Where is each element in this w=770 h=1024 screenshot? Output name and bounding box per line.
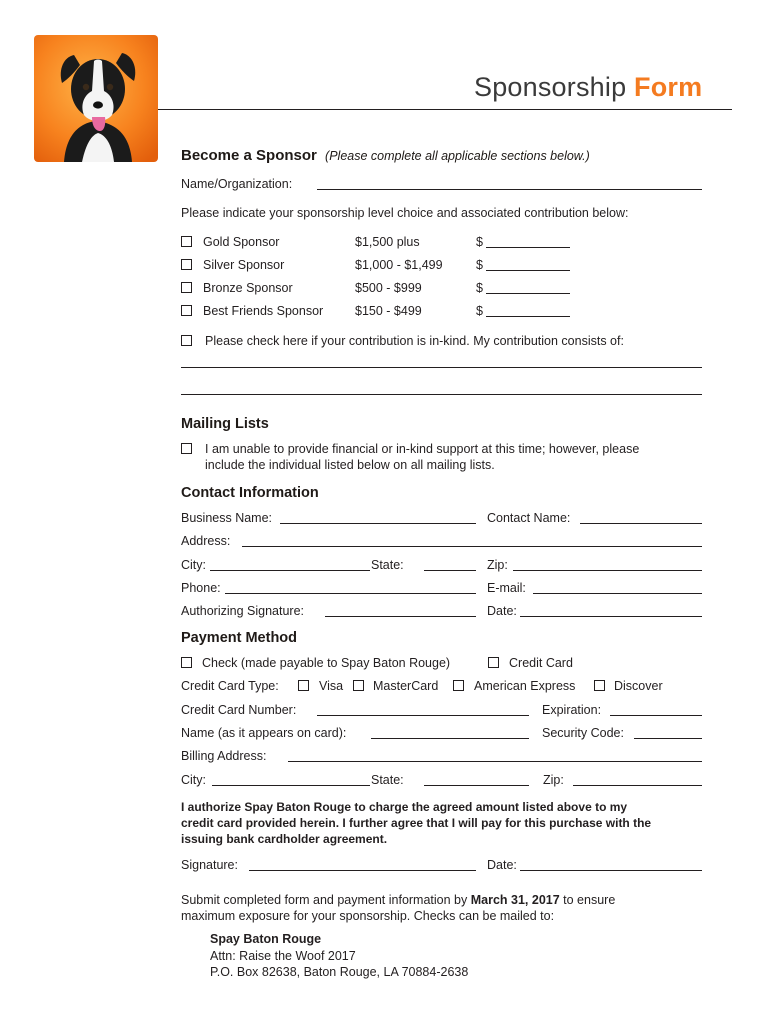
business-name-field[interactable] <box>280 523 476 524</box>
authorization-line-3: issuing bank cardholder agreement. <box>181 832 388 846</box>
city-field[interactable] <box>210 570 370 571</box>
visa-checkbox[interactable] <box>298 680 309 691</box>
city-label: City: <box>181 558 206 572</box>
best-friends-currency: $ <box>476 304 483 318</box>
become-sponsor-heading-text: Become a Sponsor <box>181 147 317 164</box>
address-label: Address: <box>181 534 231 548</box>
billing-address-label: Billing Address: <box>181 749 267 763</box>
zip-label: Zip: <box>487 558 508 572</box>
billing-state-field[interactable] <box>424 785 529 786</box>
submit-line-2: maximum exposure for your sponsorship. Checks can be mailed to: <box>181 909 555 923</box>
billing-address-field[interactable] <box>288 761 702 762</box>
gold-sponsor-label: Gold Sponsor <box>203 235 280 249</box>
form-title <box>474 72 702 103</box>
contact-name-label: Contact Name: <box>487 511 571 525</box>
become-sponsor-heading <box>181 147 590 164</box>
best-friends-amount-field[interactable] <box>486 316 570 317</box>
email-label: E-mail: <box>487 581 526 595</box>
billing-zip-field[interactable] <box>573 785 702 786</box>
gold-currency: $ <box>476 235 483 249</box>
security-code-label: Security Code: <box>542 726 624 740</box>
silver-sponsor-amount: $1,000 - $1,499 <box>355 258 443 272</box>
mailing-text-line-2: include the individual listed below on all mailing lists. <box>205 458 495 472</box>
mail-attn: Attn: Raise the Woof 2017 <box>210 949 356 963</box>
billing-city-field[interactable] <box>212 785 370 786</box>
state-label: State: <box>371 558 404 572</box>
mastercard-label: MasterCard <box>373 679 439 693</box>
credit-card-label: Credit Card <box>509 656 573 670</box>
payment-date-field[interactable] <box>520 870 702 871</box>
expiration-label: Expiration: <box>542 703 602 717</box>
silver-sponsor-checkbox[interactable] <box>181 259 192 270</box>
check-payment-checkbox[interactable] <box>181 657 192 668</box>
signature-field[interactable] <box>249 870 476 871</box>
name-on-card-label: Name (as it appears on card): <box>181 726 347 740</box>
in-kind-label: Please check here if your contribution is in-kind. My contribution consists of: <box>205 334 624 348</box>
in-kind-field-line-2[interactable] <box>181 394 702 395</box>
contact-date-label: Date: <box>487 604 517 618</box>
state-field[interactable] <box>424 570 476 571</box>
amex-label: American Express <box>474 679 576 693</box>
gold-sponsor-checkbox[interactable] <box>181 236 192 247</box>
mailing-list-checkbox[interactable] <box>181 443 192 454</box>
submit-deadline: March 31, 2017 <box>470 893 560 907</box>
silver-sponsor-label: Silver Sponsor <box>203 258 285 272</box>
best-friends-sponsor-checkbox[interactable] <box>181 305 192 316</box>
security-code-field[interactable] <box>634 738 702 739</box>
bronze-sponsor-checkbox[interactable] <box>181 282 192 293</box>
billing-state-label: State: <box>371 773 404 787</box>
bronze-sponsor-amount: $500 - $999 <box>355 281 422 295</box>
dog-photo <box>34 35 158 162</box>
level-instruction: Please indicate your sponsorship level choice and associated contribution below: <box>181 206 629 220</box>
title-main: Sponsorship <box>474 72 634 102</box>
amex-checkbox[interactable] <box>453 680 464 691</box>
title-accent: Form <box>634 72 703 102</box>
in-kind-field-line-1[interactable] <box>181 367 702 368</box>
best-friends-sponsor-label: Best Friends Sponsor <box>203 304 324 318</box>
submit-line-1-post: to ensure <box>559 893 616 907</box>
dog-illustration <box>34 35 158 162</box>
mailing-text-line-1: I am unable to provide financial or in-kind support at this time; however, please <box>205 442 640 456</box>
visa-label: Visa <box>319 679 344 693</box>
credit-card-checkbox[interactable] <box>488 657 499 668</box>
card-type-label: Credit Card Type: <box>181 679 279 693</box>
billing-city-label: City: <box>181 773 206 787</box>
expiration-field[interactable] <box>610 715 702 716</box>
name-org-label: Name/Organization: <box>181 177 293 191</box>
title-divider <box>158 109 732 110</box>
bronze-sponsor-label: Bronze Sponsor <box>203 281 293 295</box>
discover-label: Discover <box>614 679 663 693</box>
mastercard-checkbox[interactable] <box>353 680 364 691</box>
in-kind-checkbox[interactable] <box>181 335 192 346</box>
best-friends-sponsor-amount: $150 - $499 <box>355 304 422 318</box>
become-sponsor-note: (Please complete all applicable sections below.) <box>325 149 590 163</box>
bronze-amount-field[interactable] <box>486 293 570 294</box>
card-number-label: Credit Card Number: <box>181 703 297 717</box>
submit-line-1-pre: Submit completed form and payment information by <box>181 893 471 907</box>
name-on-card-field[interactable] <box>371 738 529 739</box>
payment-date-label: Date: <box>487 858 517 872</box>
authorization-line-1: I authorize Spay Baton Rouge to charge the agreed amount listed above to my <box>181 800 628 814</box>
contact-name-field[interactable] <box>580 523 702 524</box>
zip-field[interactable] <box>513 570 702 571</box>
email-field[interactable] <box>533 593 702 594</box>
bronze-currency: $ <box>476 281 483 295</box>
silver-currency: $ <box>476 258 483 272</box>
name-org-field[interactable] <box>317 189 702 190</box>
auth-signature-field[interactable] <box>325 616 476 617</box>
mail-po-box: P.O. Box 82638, Baton Rouge, LA 70884-2638 <box>210 965 469 979</box>
mail-org-name: Spay Baton Rouge <box>210 932 322 946</box>
check-payment-label: Check (made payable to Spay Baton Rouge) <box>202 656 451 670</box>
payment-method-heading: Payment Method <box>181 630 298 646</box>
discover-checkbox[interactable] <box>594 680 605 691</box>
submit-line-1 <box>181 893 615 907</box>
silver-amount-field[interactable] <box>486 270 570 271</box>
card-number-field[interactable] <box>317 715 529 716</box>
auth-signature-label: Authorizing Signature: <box>181 604 304 618</box>
gold-sponsor-amount: $1,500 plus <box>355 235 420 249</box>
phone-label: Phone: <box>181 581 221 595</box>
contact-info-heading: Contact Information <box>181 485 319 501</box>
billing-zip-label: Zip: <box>543 773 564 787</box>
address-field[interactable] <box>242 546 702 547</box>
phone-field[interactable] <box>225 593 476 594</box>
authorization-line-2: credit card provided herein. I further agree that I will pay for this purchase with the <box>181 816 652 830</box>
contact-date-field[interactable] <box>520 616 702 617</box>
business-name-label: Business Name: <box>181 511 273 525</box>
mailing-lists-heading: Mailing Lists <box>181 416 269 432</box>
gold-amount-field[interactable] <box>486 247 570 248</box>
signature-label: Signature: <box>181 858 238 872</box>
